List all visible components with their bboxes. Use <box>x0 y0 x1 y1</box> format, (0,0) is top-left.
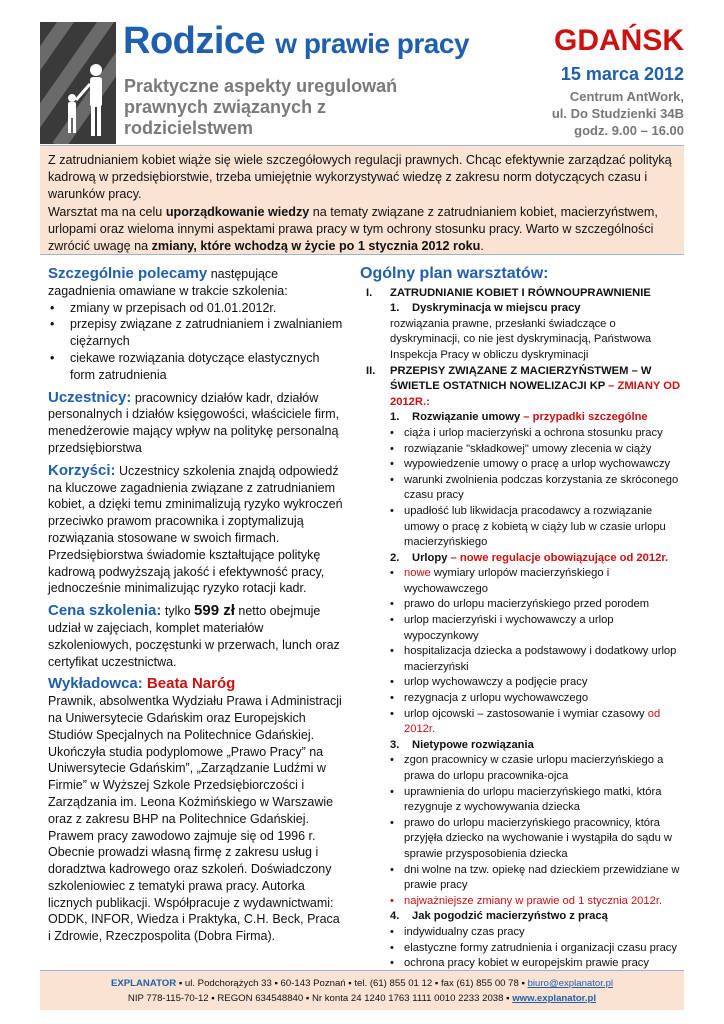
plan-subsection: 1. Rozwiązanie umowy – przypadki szczególne <box>390 411 648 424</box>
list-item: • ciekawe rozwiązania dotyczące elastycznych form zatrudnienia <box>48 350 344 384</box>
lecturer-bio: Prawnik, absolwentka Wydziału Prawa i Administracji na Uniwersytecie Gdańskim oraz Europejskich Studiów Specjalnych na Politechnice Gdańskiej. Ukończyła studia podyplomowe „Prawo Pracy” na Uniwersytecie Gdańskim”, „Zarządzanie Ludźmi w Firmie” w Wyższej Szkole Przedsiębiorczości i Zarządzania im. Leona Koźmińskiego w Warszawie oraz z zakresu BHP na Politechnice Gdańskiej. Prawem pracy zawodowo zajmuje się od 1996 r. Obecnie prowadzi własną firmę z zakresu usług i doradztwa kadrowego oraz szkoleń. Doświadczony szkoleniowiec z tematyki prawa pracy. Autorka licznych publikacji. Współpracuje z wydawnictwami: ODDK, INFOR, Wiedza i Praktyka, C.H. Beck, Praca i Zdrowie, Rzeczpospolita (Dobra Firma). <box>48 694 342 944</box>
footer <box>40 970 684 1010</box>
left-column <box>48 266 344 945</box>
intro-paragraph-2: Warsztat ma na celu uporządkowanie wiedzy na tematy związane z zatrudnianiem kobiet, macierzyństwem, urlopami oraz wieloma innymi aspektami prawa pracy w tym ochrony stosunku pracy. Warto w szczególności zwrócić uwagę na zmiany, które wchodzą w życie po 1 stycznia 2012 roku. <box>48 204 658 254</box>
website-link[interactable]: www.explanator.pl <box>512 993 597 1004</box>
list-item: • indywidualny czas pracy <box>360 925 686 941</box>
benefits-section: Korzyści: Uczestnicy szkolenia znajdą odpowiedź na kluczowe zagadnienia związane z zatrudnianiem kobiet, a dzięki temu zminimalizują ryzyko wykroczeń przeciwko prawom pracownika i zoptymalizują rozwiązania stosowane w swoich firmach. Przedsiębiorstwa świadomie kształtujące politykę kadrową podwyższają jakość i efektywność pracy, jednocześnie minimalizując ryzyko rotacji kadr. <box>48 461 343 596</box>
page-subtitle: Praktyczne aspekty uregulowań prawnych związanych z rodzicielstwem <box>124 76 398 138</box>
page-title: Rodzice w prawie pracy <box>123 20 470 62</box>
plan-description: rozwiązania prawne, przesłanki świadczące o dyskryminacji, co nie jest dyskryminacją, Państwowa Inspekcja Pracy w obliczu dyskryminacji <box>390 317 652 361</box>
list-item: • ochrona pracy kobiet w europejskim prawie pracy <box>360 956 686 972</box>
list-item: • urlop macierzyński i wychowawczy a urlop wypoczynkowy <box>360 613 686 644</box>
list-item: • upadłość lub likwidacja pracodawcy a rozwiązanie umowy o pracę z kobietą w ciąży lub w czasie urlopu macierzyńskiego <box>360 504 686 551</box>
list-item: • rozwiązanie "składkowej" umowy zlecenia w ciąży <box>360 442 686 458</box>
footer-line-2: NIP 778-115-70-12 ▪ REGON 634548840 ▪ Nr konta 24 1240 1763 1111 0010 2233 2038 ▪ www.explanator.pl <box>127 993 597 1004</box>
list-item: • urlop wychowawczy a podjęcie pracy <box>360 675 686 691</box>
parent-child-icon <box>62 62 112 142</box>
price-section: Cena szkolenia: tylko 599 zł netto obejmuje udział w zajęciach, komplet materiałów szkoleniowych, poczęstunki w przerwach, lunch oraz certyfikat uczestnictwa. <box>48 602 340 669</box>
list-item: • hospitalizacja dziecka a podstawowy i dodatkowy urlop macierzyński <box>360 644 686 675</box>
list-item: • urlop ojcowski – zastosowanie i wymiar czasowy od 2012r. <box>360 707 686 738</box>
header-photo <box>40 22 116 144</box>
footer-line-1: EXPLANATOR ▪ ul. Podchorążych 33 ▪ 60-143 Poznań ▪ tel. (61) 855 01 12 ▪ fax (61) 855 00 78 ▪ biuro@explanator.pl <box>110 978 614 989</box>
recommended-section: Szczególnie polecamy następujące zagadnienia omawiane w trakcie szkolenia: <box>48 265 288 298</box>
list-item: • dni wolne na tzw. opiekę nad dzieckiem przewidziane w prawie pracy <box>360 863 686 894</box>
plan-subsection: 1. Dyskryminacja w miejscu pracy <box>390 302 581 315</box>
plan-title: Ogólny plan warsztatów: <box>360 265 549 282</box>
list-item: • zgon pracownicy w czasie urlopu macierzyńskiego a prawa do urlopu pracownika-ojca <box>360 753 686 784</box>
list-item: • prawo do urlopu macierzyńskiego pracownicy, która przyjęła dziecko na wychowanie i wystąpiła do sądu w sprawie przysposobienia dziecka <box>360 816 686 863</box>
event-city: GDAŃSK <box>553 24 684 57</box>
event-venue: Centrum AntWork, ul. Do Studzienki 34B godz. 9.00 – 16.00 <box>551 89 684 138</box>
email-link[interactable]: biuro@explanator.pl <box>527 978 614 989</box>
list-item: • elastyczne formy zatrudnienia i organizacji czasu pracy <box>360 941 686 957</box>
plan-subsection: 2. Urlopy – nowe regulacje obowiązujące od 2012r. <box>390 551 669 564</box>
list-item: • zmiany w przepisach od 01.01.2012r. <box>48 300 344 317</box>
list-item: • najważniejsze zmiany w prawie od 1 stycznia 2012r. <box>360 894 686 910</box>
participants-section: Uczestnicy: pracownicy działów kadr, działów personalnych i działów księgowości, właściciele firm, menedżerowie mający wpływ na politykę personalną przedsiębiorstwa <box>48 388 340 455</box>
list-item: • nowe wymiary urlopów macierzyńskiego i wychowawczego <box>360 566 686 597</box>
plan-section-2: II. PRZEPISY ZWIĄZANE Z MACIERZYŃSTWEM – W ŚWIETLE OSTATNICH NOWELIZACJI KP – ZMIANY OD 2012R.: <box>366 364 681 408</box>
plan-subsection: 3. Nietypowe rozwiązania <box>390 738 534 751</box>
event-date: 15 marca 2012 <box>560 64 684 84</box>
intro-paragraph-1: Z zatrudnianiem kobiet wiąże się wiele szczegółowych regulacji prawnych. Chcąc efektywnie zarządzać polityką kadrową w przedsiębiorstwie, trzeba umiejętnie wykorzystywać wiedzę z zakresu norm dotyczących czasu i warunków pracy. <box>48 153 672 202</box>
intro-box <box>40 145 684 255</box>
lecturer-section: Wykładowca: Beata Naróg <box>48 675 236 693</box>
list-item: • przepisy związane z zatrudnianiem i zwalnianiem ciężarnych <box>48 316 344 350</box>
list-item: • ciąża i urlop macierzyński a ochrona stosunku pracy <box>360 426 686 442</box>
list-item: • uprawnienia do urlopu macierzyńskiego matki, która rezygnuje z wychowywania dziecka <box>360 785 686 816</box>
plan-subsection: 4. Jak pogodzić macierzyństwo z pracą <box>390 910 608 923</box>
list-item: • warunki zwolnienia podczas korzystania ze skróconego czasu pracy <box>360 473 686 504</box>
recommended-list <box>48 300 344 384</box>
list-item: • prawo do urlopu macierzyńskiego przed porodem <box>360 597 686 613</box>
list-item: • rezygnacja z urlopu wychowawczego <box>360 691 686 707</box>
plan-section-1: I. ZATRUDNIANIE KOBIET I RÓWNOUPRAWNIENIE <box>366 286 651 299</box>
workshop-plan <box>360 266 686 972</box>
list-item: • wypowiedzenie umowy o pracę a urlop wychowawczy <box>360 457 686 473</box>
